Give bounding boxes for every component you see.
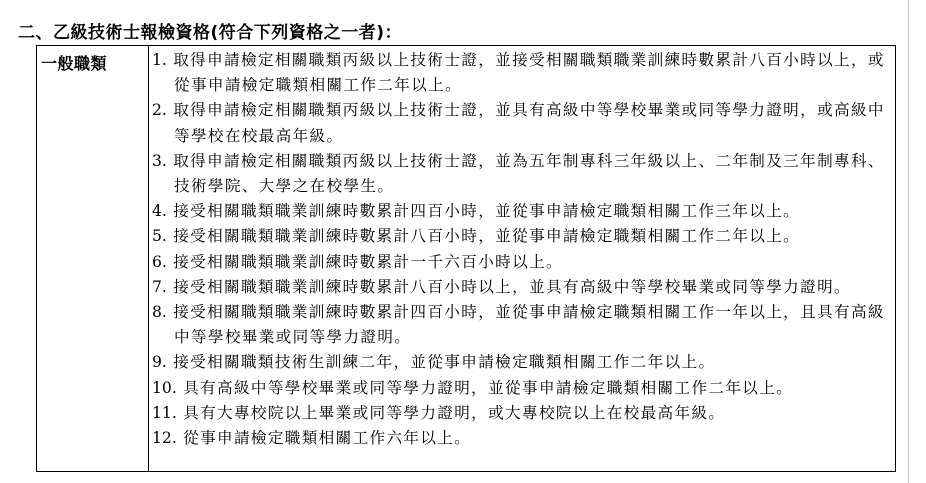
list-item bbox=[152, 48, 891, 98]
item-text: 從事申請檢定職類相關工作六年以上。 bbox=[183, 429, 472, 448]
requirements-list bbox=[149, 46, 895, 471]
list-item bbox=[152, 199, 891, 224]
item-number: 9. bbox=[152, 353, 167, 372]
list-item bbox=[152, 250, 891, 275]
item-number: 10. bbox=[152, 378, 177, 397]
section-heading: 二、乙級技術士報檢資格(符合下列資格之一者)： bbox=[18, 23, 403, 43]
list-item bbox=[152, 376, 891, 401]
list-item bbox=[152, 350, 891, 375]
item-number: 1. bbox=[152, 51, 167, 69]
item-text: 具有高級中等學校畢業或同等學力證明，並從事申請檢定職類相關工作二年以上。 bbox=[183, 378, 794, 397]
item-text: 接受相關職類職業訓練時數累計四百小時，並從事申請檢定職類相關工作三年以上。 bbox=[173, 202, 801, 221]
item-number: 7. bbox=[152, 277, 167, 296]
item-text: 接受相關職類職業訓練時數累計八百小時，並從事申請檢定職類相關工作二年以上。 bbox=[173, 227, 801, 246]
item-text: 接受相關職類技術生訓練二年，並從事申請檢定職類相關工作二年以上。 bbox=[173, 353, 716, 372]
list-item bbox=[152, 426, 891, 451]
item-number: 3. bbox=[152, 151, 167, 170]
category-cell: 一般職類 bbox=[37, 46, 149, 471]
item-number: 11. bbox=[152, 403, 177, 422]
item-text: 取得申請檢定相關職類丙級以上技術士證，並為五年制專科三年級以上、二年制及三年制專科、技術學院、大學之在校學生。 bbox=[173, 151, 885, 196]
item-text: 接受相關職類職業訓練時數累計八百小時以上，並具有高級中等學校畢業或同等學力證明。 bbox=[173, 277, 851, 296]
item-number: 2. bbox=[152, 101, 167, 120]
list-item bbox=[152, 149, 891, 199]
list-item bbox=[152, 224, 891, 249]
item-text: 接受相關職類職業訓練時數累計一千六百小時以上。 bbox=[173, 252, 563, 271]
item-text: 具有大專校院以上畢業或同等學力證明，或大專校院以上在校最高年級。 bbox=[183, 403, 726, 422]
list-item bbox=[152, 275, 891, 300]
page-edge-divider bbox=[908, 0, 909, 483]
item-number: 12. bbox=[152, 429, 177, 448]
item-number: 8. bbox=[152, 303, 167, 322]
item-text: 取得申請檢定相關職類丙級以上技術士證，並接受相關職類職業訓練時數累計八百小時以上，或從事申請檢定職類相關工作二年以上。 bbox=[173, 51, 885, 95]
item-number: 5. bbox=[152, 227, 167, 246]
item-text: 接受相關職類職業訓練時數累計四百小時，並從事申請檢定職類相關工作一年以上，且具有高級中等學校畢業或同等學力證明。 bbox=[173, 303, 885, 347]
list-item bbox=[152, 401, 891, 426]
item-number: 6. bbox=[152, 252, 167, 271]
item-number: 4. bbox=[152, 202, 167, 221]
list-item bbox=[152, 300, 891, 350]
item-text: 取得申請檢定相關職類丙級以上技術士證，並具有高級中等學校畢業或同等學力證明，或高級中等學校在校最高年級。 bbox=[173, 101, 885, 145]
requirements-table bbox=[36, 45, 896, 472]
list-item bbox=[152, 98, 891, 148]
